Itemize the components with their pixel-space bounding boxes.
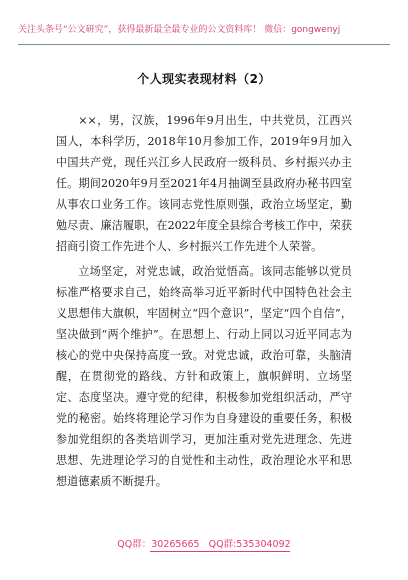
- page-title: 个人现实表现材料（2）: [137, 72, 271, 86]
- document-body: [56, 110, 352, 496]
- header-banner: 关注头条号“公文研究”，获得最新最全最专业的公文资料库！ 微信：gongwenyj: [18, 25, 341, 35]
- footer-qq-group-1: QQ群：30265665: [117, 539, 200, 550]
- footer-underline: [150, 551, 290, 552]
- paragraph-profile: ××，男，汉族，1996年9月出生，中共党员，江西兴国人，本科学历，2018年10月参加工作，2019年9月加入中国共产党，现任兴江乡人民政府一级科员、乡村振兴办主任。期间2020年9月至2021年4月抽调至县政府办秘书四室从事农口业务工作。该同志党性原则强，政治立场坚定，勤勉尽责、廉洁履职，在2022年度全县综合考核工作中，荣获招商引资工作先进个人、乡村振兴工作先进个人荣誉。: [56, 114, 352, 253]
- footer-contact: [0, 536, 408, 550]
- paragraph-political-stance: 立场坚定，对党忠诚，政治觉悟高。该同志能够以党员标准严格要求自己，始终高举习近平新时代中国特色社会主义思想伟大旗帜，牢固树立“四个意识”，坚定“四个自信”，坚决做到“两个维护”。在思想上、行动上同以习近平同志为核心的党中央保持高度一致。对党忠诚，政治可靠，头脑清醒，在贯彻党的路线、方针和政策上，旗帜鲜明、立场坚定、态度坚决。遵守党的纪律，积极参加党组织活动，严守党的秘密。始终将理论学习作为自身建设的重要任务，积极参加党组织的各类培训学习，更加注重对党先进理念、先进思想、先进理论学习的自觉性和主动性，政治理论水平和思想道德素质不断提升。: [56, 265, 352, 488]
- footer-qq-group-2: QQ群:535304092: [208, 539, 291, 550]
- header-divider: [18, 44, 390, 45]
